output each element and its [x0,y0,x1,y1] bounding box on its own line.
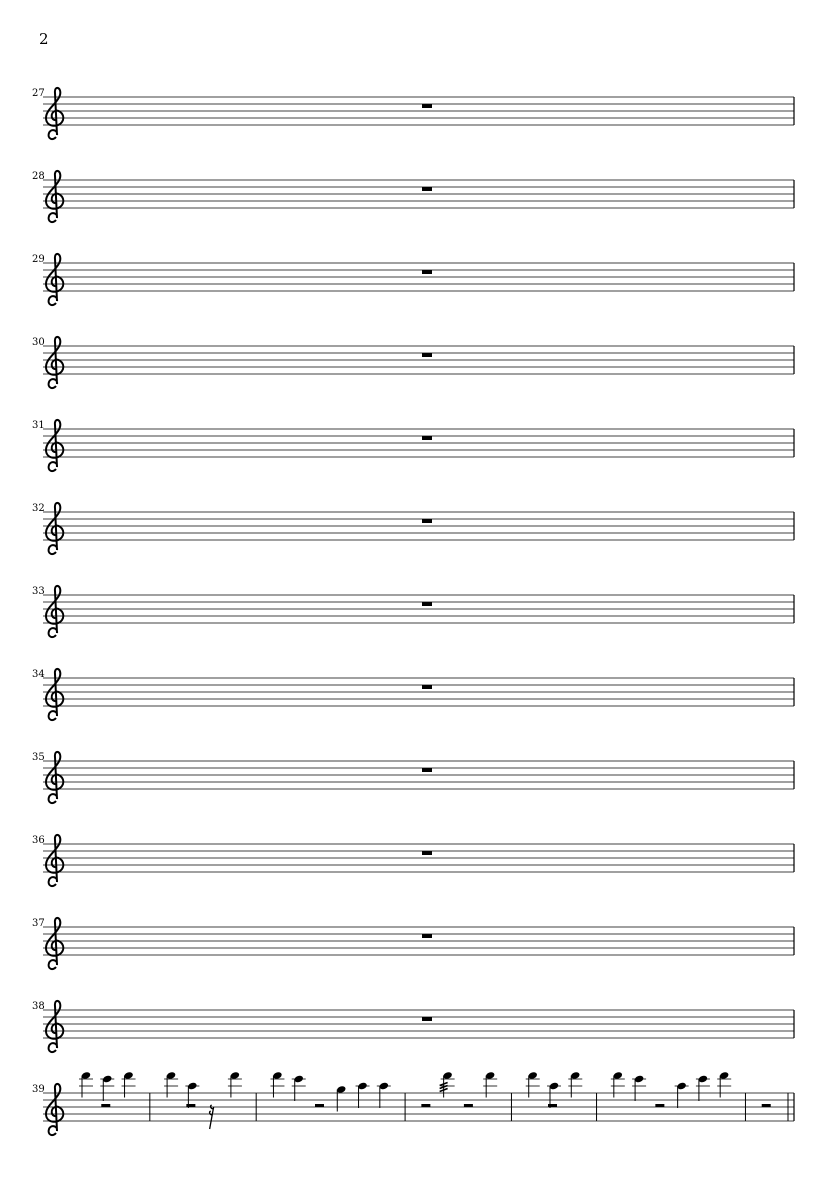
whole-rest [422,685,432,689]
treble-clef-icon [46,337,63,388]
staff-system [32,420,794,471]
half-rest [464,1104,473,1107]
measure-number: 37 [32,918,45,929]
measure-number: 29 [32,254,45,265]
measure-number: 35 [32,752,45,763]
page-number: 2 [39,30,49,48]
half-rest [101,1104,110,1107]
treble-clef-icon [46,669,63,720]
whole-rest [422,270,432,274]
measure-number: 39 [32,1084,45,1095]
staff-system [32,669,794,720]
staff-system [32,752,794,803]
measure-number: 36 [32,835,45,846]
staff-system [32,586,794,637]
whole-rest [422,353,432,357]
whole-rest [422,768,432,772]
half-rest [655,1104,664,1107]
whole-rest [422,187,432,191]
treble-clef-icon [46,420,63,471]
measure-number: 28 [32,171,45,182]
measure-number: 31 [32,420,45,431]
treble-clef-icon [46,171,63,222]
treble-clef-icon [46,1001,63,1052]
treble-clef-icon [46,503,63,554]
staff-system [32,1001,794,1052]
sixteenth-rest [210,1105,214,1129]
whole-rest [422,519,432,523]
treble-clef-icon [46,918,63,969]
staff-system [32,918,794,969]
measure-number: 33 [32,586,45,597]
whole-rest [422,104,432,108]
staff-system [32,835,794,886]
measure-number: 30 [32,337,45,348]
treble-clef-icon [46,752,63,803]
treble-clef-icon [46,586,63,637]
whole-rest [422,436,432,440]
staff-system [32,1071,794,1135]
measure-number: 38 [32,1001,45,1012]
whole-rest [422,1017,432,1021]
whole-rest [422,851,432,855]
staff-system [32,503,794,554]
whole-rest [422,934,432,938]
measure-number: 32 [32,503,45,514]
treble-clef-icon [46,254,63,305]
measure-number: 27 [32,88,45,99]
treble-clef-icon [46,1084,63,1135]
half-rest [315,1104,324,1107]
staff-system [32,337,794,388]
half-rest [421,1104,430,1107]
treble-clef-icon [46,835,63,886]
whole-rest [422,602,432,606]
half-rest [186,1104,195,1107]
half-rest [548,1104,557,1107]
treble-clef-icon [46,88,63,139]
staff-system [32,88,794,139]
staff-system [32,171,794,222]
staff-system [32,254,794,305]
half-rest [762,1104,771,1107]
measure-number: 34 [32,669,45,680]
